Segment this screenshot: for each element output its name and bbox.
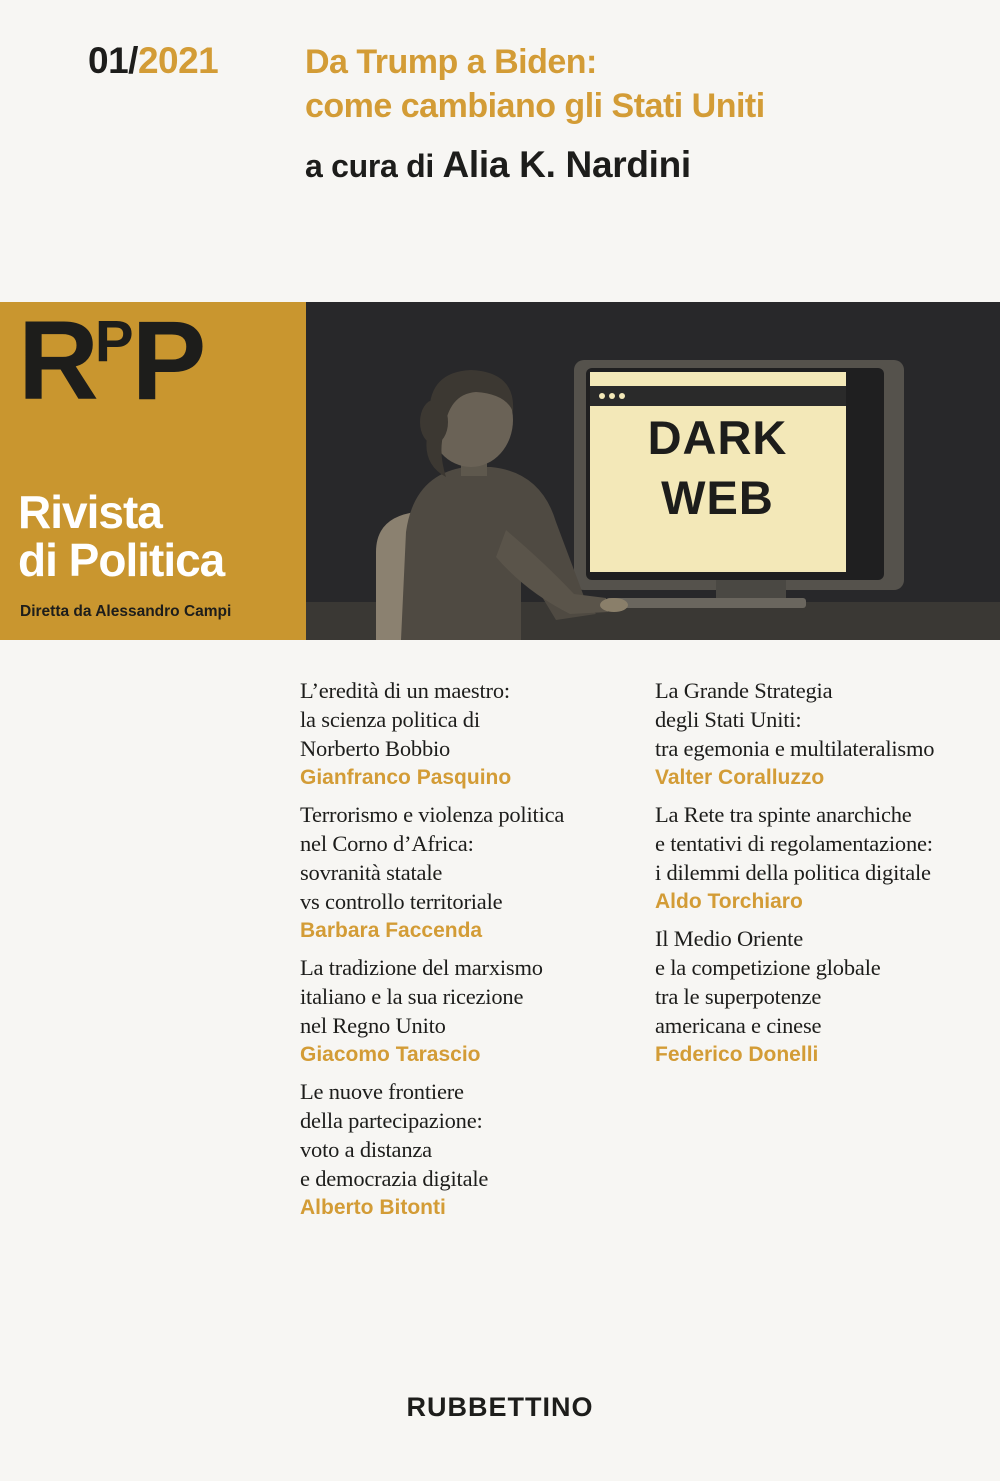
article-title: Le nuove frontiere della partecipazione: voto a distanza e democrazia digitale (300, 1079, 489, 1191)
issue-headline: Da Trump a Biden: come cambiano gli Stati Uniti (305, 43, 765, 125)
article-title: La Rete tra spinte anarchiche e tentativi di regolamentazione: i dilemmi della politica digitale (655, 802, 933, 885)
curator-prefix: a cura di (305, 148, 434, 184)
issue-year: 2021 (137, 40, 219, 81)
article-title: Il Medio Oriente e la competizione globale tra le superpotenze americana e cinese (655, 926, 881, 1038)
browser-dot-icon (619, 393, 625, 399)
person-hair-bun (420, 400, 448, 444)
article-item (300, 800, 640, 946)
article-title: Terrorismo e violenza politica nel Corno d’Africa: sovranità statale vs controllo territoriale (300, 802, 565, 914)
browser-bar (590, 386, 846, 406)
curator-name: Alia K. Nardini (442, 144, 691, 185)
browser-dot-icon (599, 393, 605, 399)
article-author: Valter Coralluzzo (655, 766, 825, 789)
articles-left-column (300, 676, 640, 1230)
article-title: La tradizione del marxismo italiano e la sua ricezione nel Regno Unito (300, 955, 543, 1038)
issue-number-label: 01/ (88, 40, 138, 81)
journal-title: Rivista di Politica (18, 486, 225, 586)
article-title: L’eredità di un maestro: la scienza politica di Norberto Bobbio (300, 678, 510, 761)
article-author: Gianfranco Pasquino (300, 766, 512, 789)
article-author: Barbara Faccenda (300, 919, 483, 942)
keyboard (606, 598, 806, 608)
logo-letter-p: P (131, 298, 203, 423)
article-item (300, 1077, 640, 1223)
article-author: Giacomo Tarascio (300, 1043, 481, 1066)
issue-number (88, 40, 218, 82)
article-author: Alberto Bitonti (300, 1196, 446, 1219)
person-hand (600, 598, 628, 612)
articles-right-column (655, 676, 995, 1077)
curator-line (305, 144, 691, 186)
logo-letter-sup: P (94, 309, 132, 374)
article-author: Aldo Torchiaro (655, 890, 803, 913)
journal-director: Diretta da Alessandro Campi (20, 603, 232, 620)
journal-logo (18, 298, 203, 423)
article-title: La Grande Strategia degli Stati Uniti: tra egemonia e multilateralismo (655, 678, 935, 761)
screen-text: DARK WEB (647, 411, 788, 524)
logo-letter-r: R (18, 298, 95, 423)
article-item (300, 953, 640, 1070)
article-item (655, 676, 995, 793)
article-item (655, 924, 995, 1070)
publisher-logo: RUBBETTINO (406, 1392, 594, 1422)
article-item (300, 676, 640, 793)
browser-dot-icon (609, 393, 615, 399)
article-item (655, 800, 995, 917)
article-author: Federico Donelli (655, 1043, 819, 1066)
